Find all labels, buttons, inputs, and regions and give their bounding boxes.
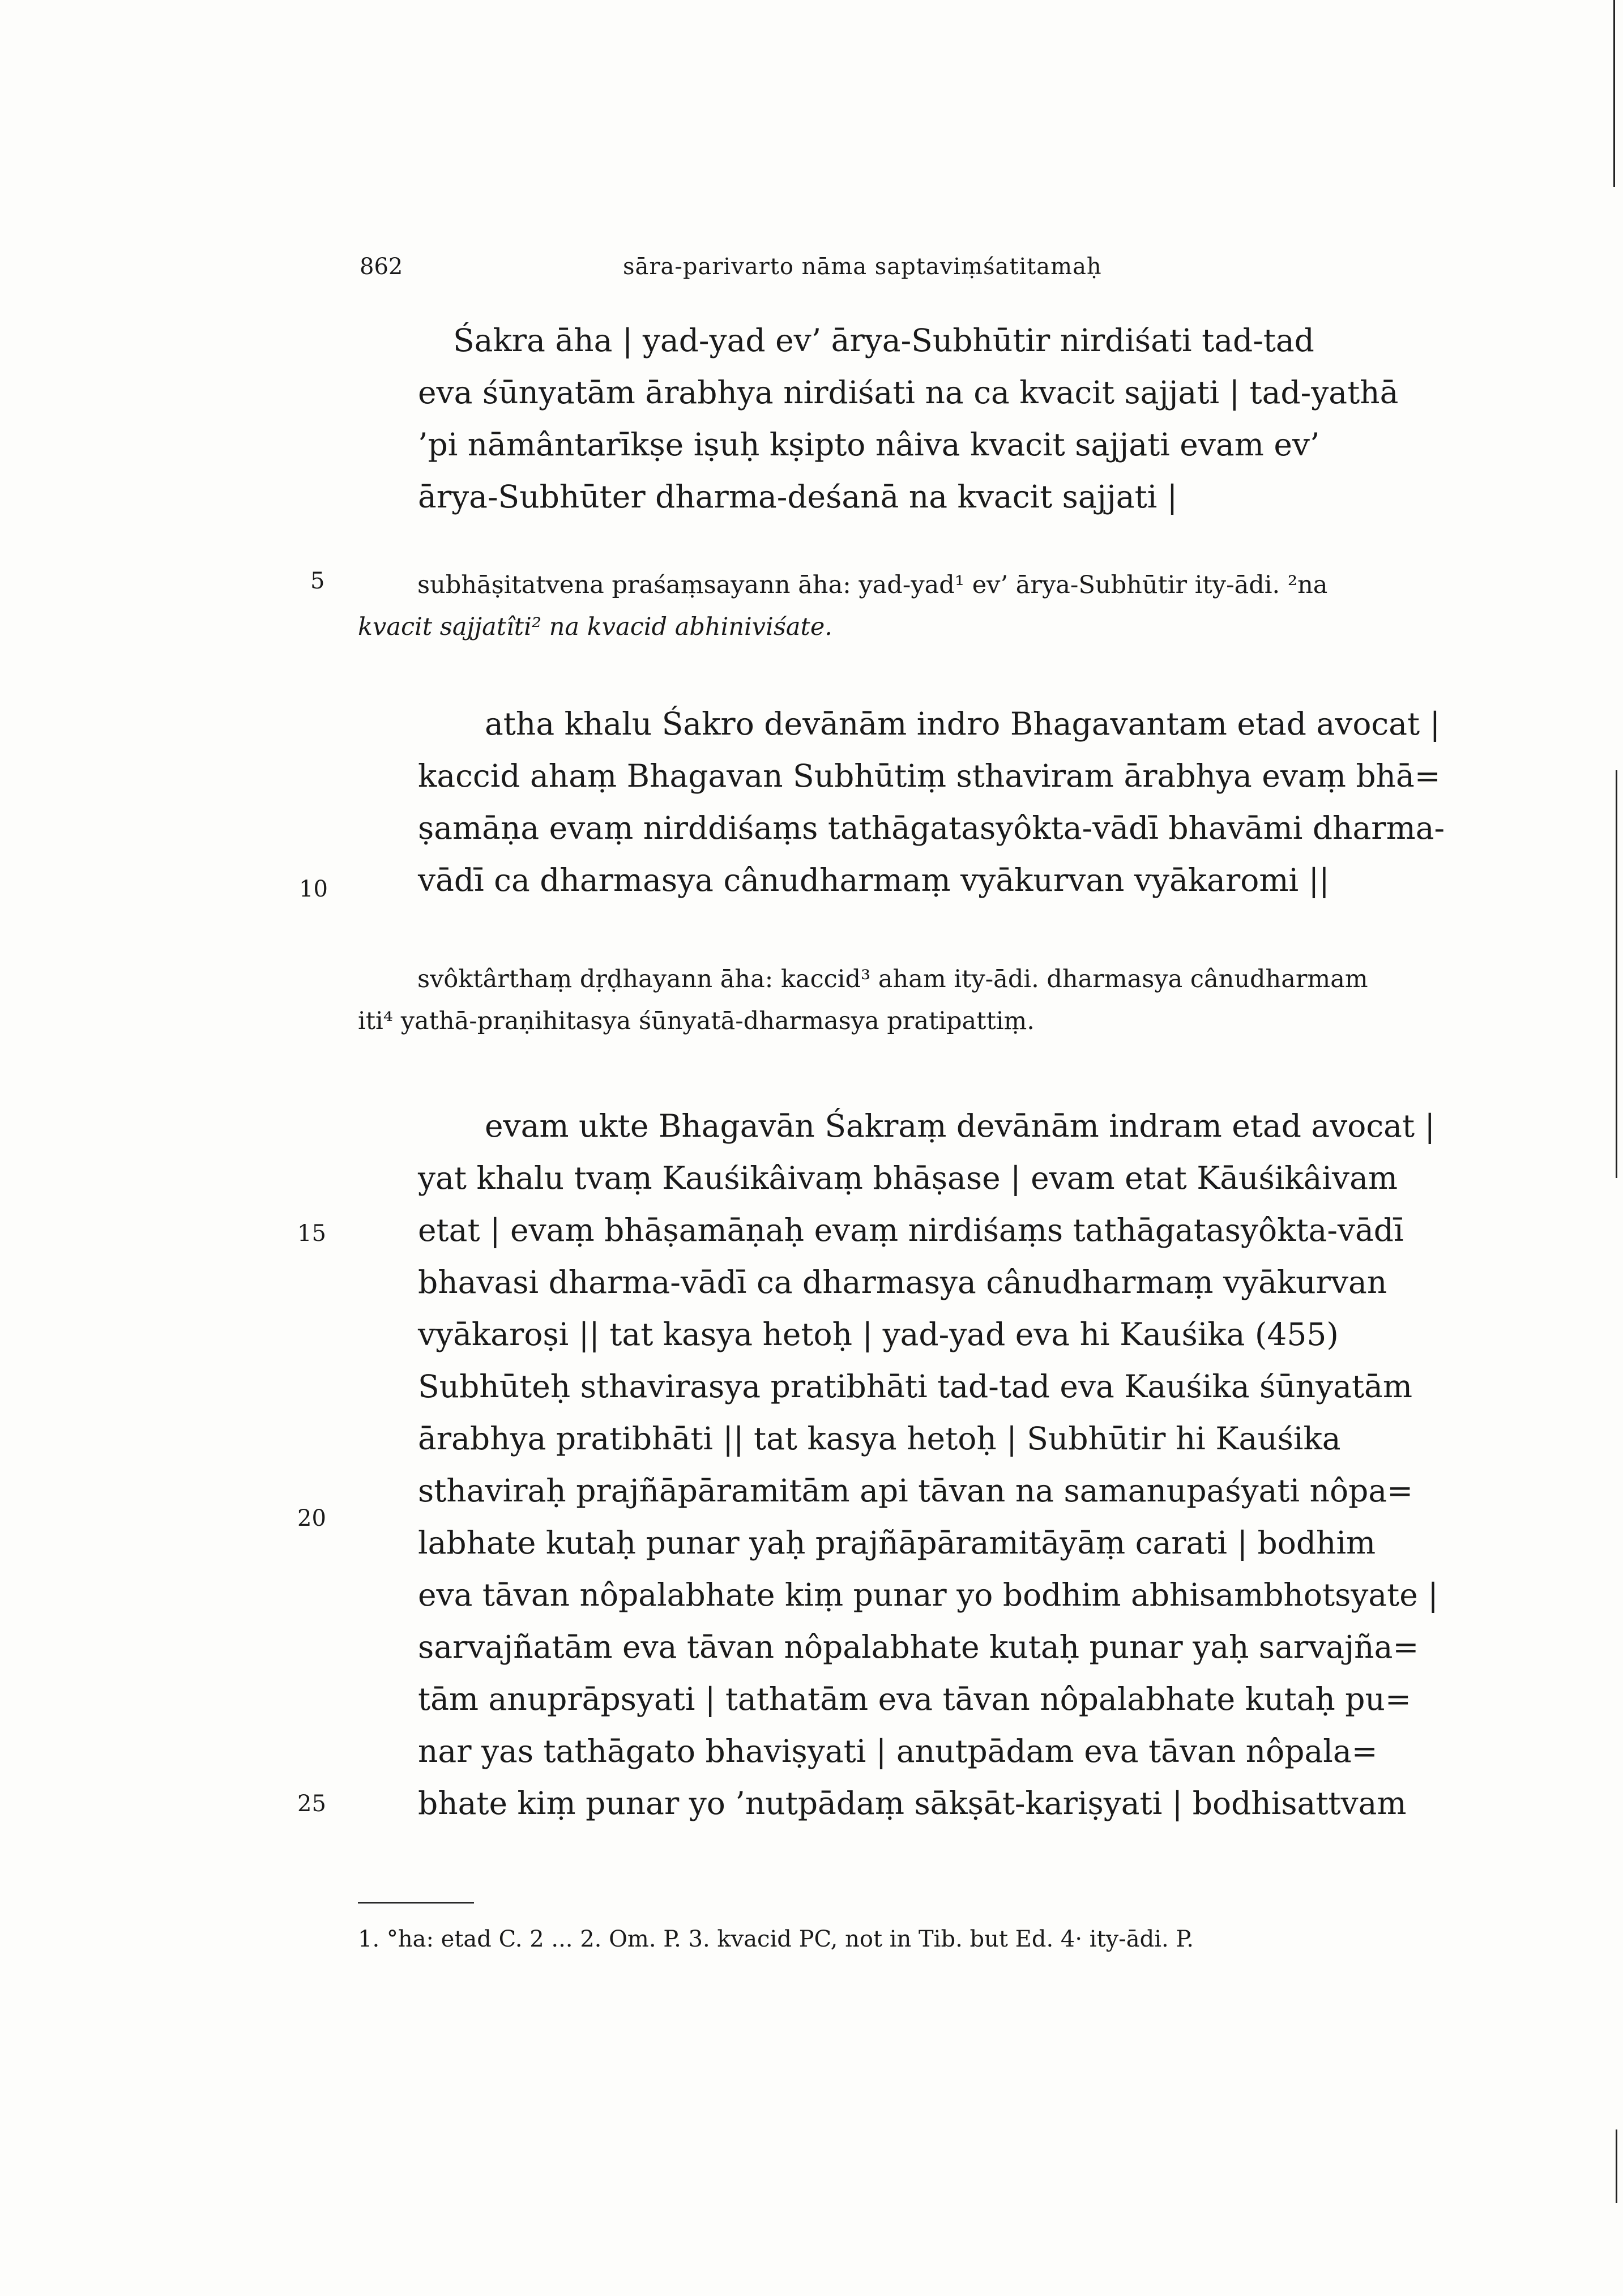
comment-line: kvacit sajjatîti² na kvacid abhiniviśate. [358,613,832,641]
text-line: ārabhya pratibhāti || tat kasya hetoḥ | Subhūtir hi Kauśika [418,1420,1341,1457]
scan-edge [1613,0,1615,187]
text-line: nar yas tathāgato bhaviṣyati | anutpādam eva tāvan nôpala= [418,1733,1378,1769]
footnotes: 1. °ha: etad C. 2 ... 2. Om. P. 3. kvacid PC, not in Tib. but Ed. 4· ity-ādi. P. [358,1926,1194,1952]
line-number-25: 25 [297,1791,326,1817]
scan-edge [1616,770,1617,1178]
text-line: yat khalu tvaṃ Kauśikâivaṃ bhāṣase | evam etat Kāuśikâivam [418,1160,1398,1196]
text-line: labhate kutaḥ punar yaḥ prajñāpāramitāyāṃ carati | bodhim [418,1525,1376,1561]
text-line: eva śūnyatām ārabhya nirdiśati na ca kvacit sajjati | tad-yathā [418,374,1399,411]
commentary-2 [358,958,1368,1042]
line-number-5: 5 [310,568,325,594]
line-number-10: 10 [299,876,328,902]
text-line: vyākaroṣi || tat kasya hetoḥ | yad-yad eva hi Kauśika (455) [418,1316,1339,1352]
comment-line: iti⁴ yathā-praṇihitasya śūnyatā-dharmasya pratipattiṃ. [358,1007,1035,1035]
text-line: sarvajñatām eva tāvan nôpalabhate kutaḥ punar yaḥ sarvajña= [418,1629,1419,1665]
text-line: atha khalu Śakro devānām indro Bhagavantam etad avocat | [485,706,1441,742]
comment-line: svôktârthaṃ dṛḍhayann āha: kaccid³ aham ity-ādi. dharmasya cânudharmam [417,965,1368,993]
text-line: Śakra āha | yad-yad ev’ ārya-Subhūtir nirdiśati tad-tad [453,322,1314,359]
page-number: 862 [360,254,403,280]
text-line: sthaviraḥ prajñāpāramitām api tāvan na samanupaśyati nôpa= [418,1473,1413,1509]
text-line: ārya-Subhūter dharma-deśanā na kvacit sajjati | [418,479,1178,515]
text-line: kaccid ahaṃ Bhagavan Subhūtiṃ sthaviram ārabhya evaṃ bhā= [418,758,1441,794]
scan-edge [1616,2129,1617,2203]
comment-line: subhāṣitatvena praśaṃsayann āha: yad-yad¹ ev’ ārya-Subhūtir ity-ādi. ²na [417,571,1328,599]
text-line: ’pi nāmântarīkṣe iṣuḥ kṣipto nâiva kvacit sajjati evam ev’ [418,426,1320,463]
passage-2 [418,698,1445,906]
line-number-20: 20 [297,1505,326,1531]
text-line: Subhūteḥ sthavirasya pratibhāti tad-tad eva Kauśika śūnyatām [418,1368,1412,1405]
text-line: bhate kiṃ punar yo ’nutpādaṃ sākṣāt-kariṣyati | bodhisattvam [418,1785,1407,1821]
passage-1 [418,314,1398,523]
passage-3 [418,1100,1438,1829]
line-number-15: 15 [297,1220,326,1247]
text-line: eva tāvan nôpalabhate kiṃ punar yo bodhim abhisambhotsyate | [418,1577,1438,1613]
text-line: ṣamāṇa evaṃ nirddiśaṃs tathāgatasyôkta-vādī bhavāmi dharma- [418,810,1445,846]
text-line: tām anuprāpsyati | tathatām eva tāvan nôpalabhate kutaḥ pu= [418,1681,1411,1717]
text-line: bhavasi dharma-vādī ca dharmasya cânudharmaṃ vyākurvan [418,1264,1387,1300]
commentary-1 [358,564,1327,648]
text-line: evam ukte Bhagavān Śakraṃ devānām indram etad avocat | [485,1108,1436,1144]
text-line: etat | evaṃ bhāṣamāṇaḥ evaṃ nirdiśaṃs tathāgatasyôkta-vādī [418,1212,1404,1248]
running-title: sāra-parivarto nāma saptaviṃśatitamaḥ [623,254,1102,280]
footnote-rule [358,1902,474,1904]
text-line: vādī ca dharmasya cânudharmaṃ vyākurvan vyākaromi || [418,862,1330,898]
